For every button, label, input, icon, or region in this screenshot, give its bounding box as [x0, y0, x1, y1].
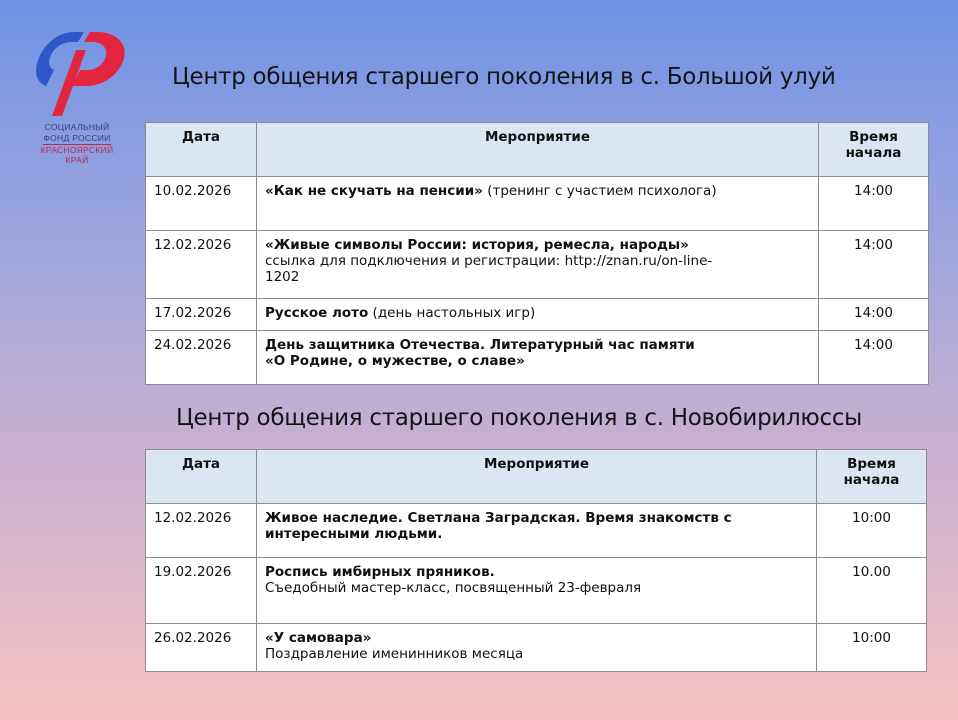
- header-date: Дата: [146, 123, 257, 177]
- event-description: Поздравление именинников месяца: [265, 646, 524, 662]
- event-link-text: ссылка для подключения и регистрации: http://znan.ru/on-line-: [265, 253, 713, 269]
- row-date: 17.02.2026: [146, 299, 257, 331]
- header-time-line2: начала: [845, 145, 902, 161]
- row-event: [257, 299, 819, 331]
- header-time-line1: Время: [847, 456, 896, 472]
- logo-text-line2: ФОНД РОССИИ: [43, 133, 111, 143]
- logo-text-line1: СОЦИАЛЬНЫЙ: [44, 122, 110, 132]
- table-row: [146, 231, 929, 299]
- event-title: «У самовара»: [265, 630, 372, 646]
- row-date: 10.02.2026: [146, 177, 257, 231]
- header-time: [817, 450, 927, 504]
- event-title: «Как не скучать на пенсии»: [265, 183, 483, 199]
- table-row: [146, 299, 929, 331]
- row-event: [257, 331, 819, 385]
- schedule-table-1: [145, 122, 929, 385]
- table-header-row: [146, 123, 929, 177]
- event-title: «Живые символы России: история, ремесла, народы»: [265, 237, 689, 253]
- row-date: 24.02.2026: [146, 331, 257, 385]
- event-note: (день настольных игр): [368, 305, 536, 321]
- event-note: (тренинг с участием психолога): [482, 183, 717, 199]
- table-row: [146, 504, 927, 558]
- event-title-line2: «О Родине, о мужестве, о славе»: [265, 353, 525, 369]
- logo-text-line3: КРАСНОЯРСКИЙ: [40, 145, 114, 155]
- table-row: [146, 624, 927, 672]
- row-time: 14:00: [819, 299, 929, 331]
- schedule-table-2: [145, 449, 927, 672]
- header-event: Мероприятие: [257, 123, 819, 177]
- header-event: Мероприятие: [257, 450, 817, 504]
- section1-title: Центр общения старшего поколения в с. Большой улуй: [172, 64, 836, 90]
- row-time: 14:00: [819, 177, 929, 231]
- row-event: [257, 231, 819, 299]
- event-link-text-end: 1202: [265, 269, 300, 285]
- logo: [18, 20, 136, 165]
- header-time: [819, 123, 929, 177]
- event-title: Русское лото: [265, 305, 369, 321]
- table-row: [146, 558, 927, 624]
- event-description: Съедобный мастер-класс, посвященный 23-февраля: [265, 580, 642, 596]
- event-title: День защитника Отечества. Литературный час памяти: [265, 337, 695, 353]
- table-row: [146, 177, 929, 231]
- table-header-row: [146, 450, 927, 504]
- event-title: Живое наследие. Светлана Заградская. Время знакомств с: [265, 510, 732, 526]
- row-date: 12.02.2026: [146, 231, 257, 299]
- event-title-line2: интересными людьми.: [265, 526, 443, 542]
- row-time: 14:00: [819, 231, 929, 299]
- row-date: 12.02.2026: [146, 504, 257, 558]
- row-event: [257, 558, 817, 624]
- section2-title: Центр общения старшего поколения в с. Новобирилюссы: [176, 405, 863, 431]
- row-time: 10.00: [817, 558, 927, 624]
- header-date: Дата: [146, 450, 257, 504]
- logo-text-line4: КРАЙ: [65, 155, 89, 165]
- sfr-logo-icon: [18, 20, 136, 120]
- row-event: [257, 177, 819, 231]
- row-event: [257, 504, 817, 558]
- row-date: 19.02.2026: [146, 558, 257, 624]
- row-time: 10:00: [817, 624, 927, 672]
- row-time: 10:00: [817, 504, 927, 558]
- table-row: [146, 331, 929, 385]
- row-event: [257, 624, 817, 672]
- row-date: 26.02.2026: [146, 624, 257, 672]
- header-time-line2: начала: [843, 472, 900, 488]
- row-time: 14:00: [819, 331, 929, 385]
- event-title: Роспись имбирных пряников.: [265, 564, 495, 580]
- header-time-line1: Время: [849, 129, 898, 145]
